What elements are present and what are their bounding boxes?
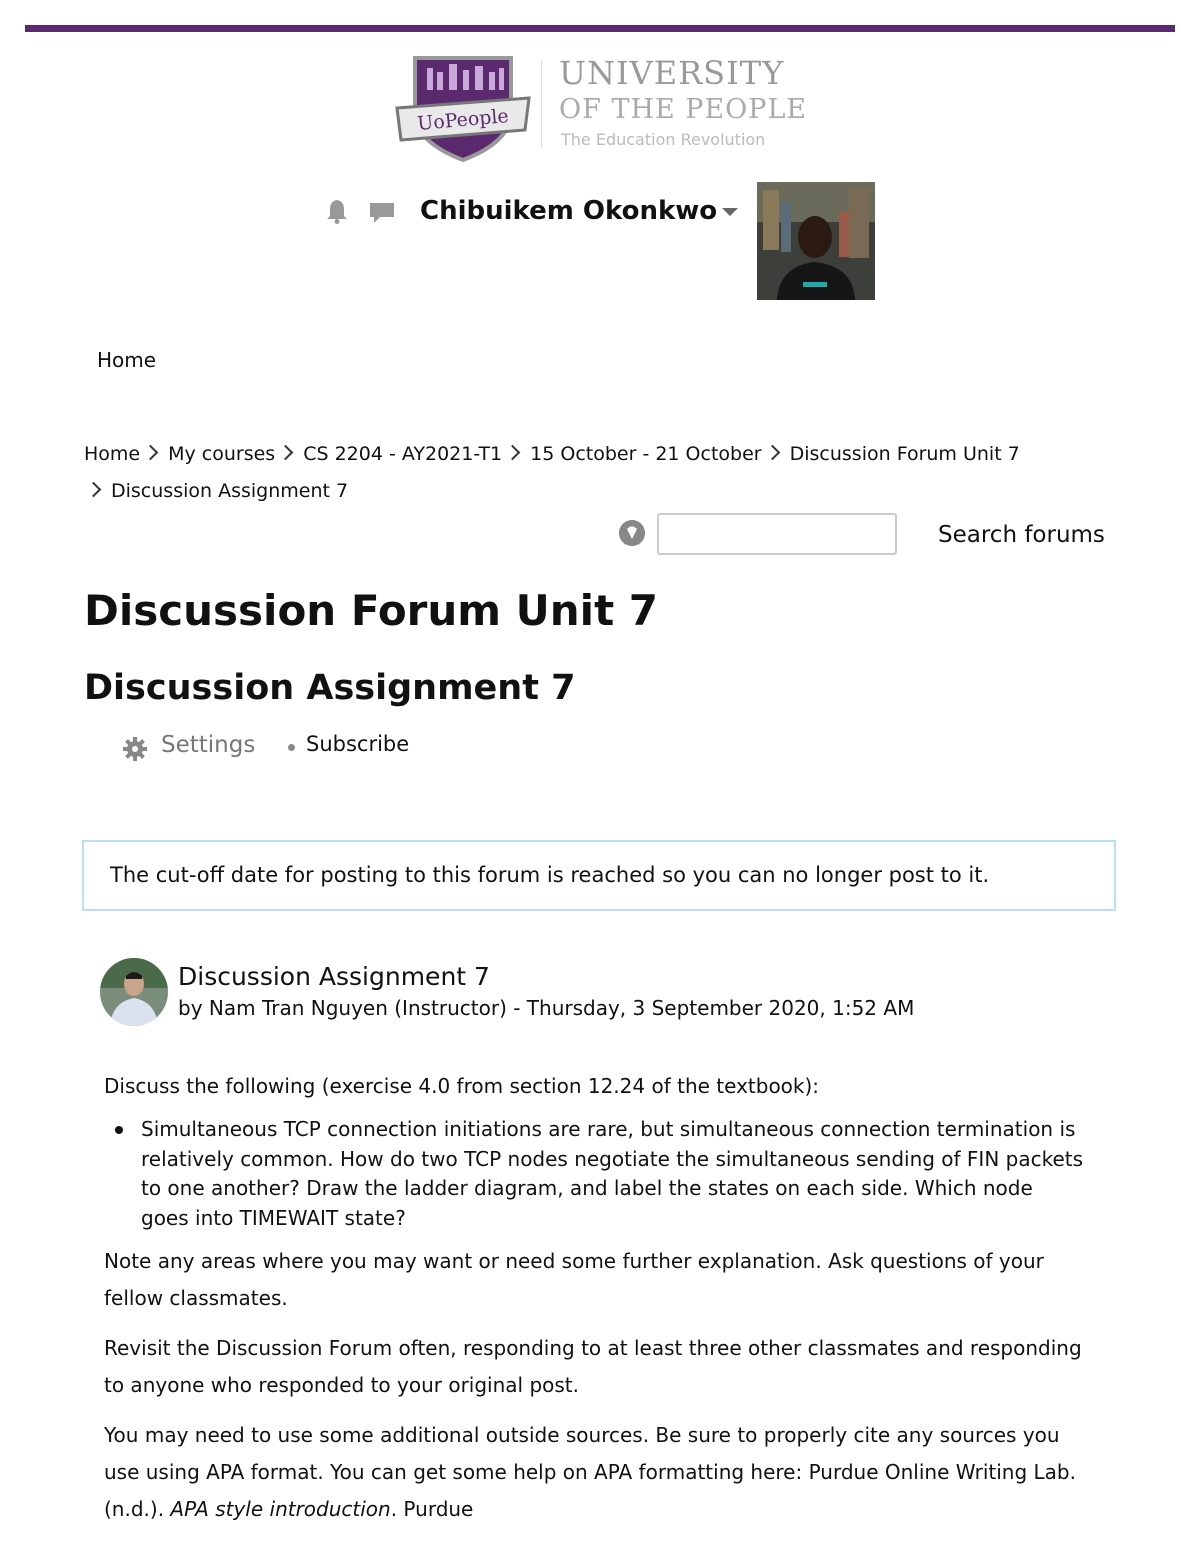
- nav-home-link[interactable]: Home: [97, 348, 157, 372]
- university-logo[interactable]: [393, 50, 813, 162]
- apa-style-title: APA style introduction: [170, 1497, 391, 1521]
- breadcrumb-home[interactable]: Home: [84, 443, 141, 465]
- breadcrumb: [84, 436, 1134, 510]
- post-byline: by Nam Tran Nguyen (Instructor) - Thursday, 3 September 2020, 1:52 AM: [178, 996, 915, 1020]
- breadcrumb-week[interactable]: 15 October - 21 October: [530, 443, 762, 465]
- bullet-icon: [115, 1126, 123, 1134]
- bell-icon[interactable]: [324, 198, 350, 224]
- uopeople-shield-logo: [393, 50, 533, 162]
- logo-badge-text: UoPeople: [416, 105, 510, 135]
- help-icon[interactable]: [619, 520, 645, 546]
- post-subject: Discussion Assignment 7: [178, 962, 490, 991]
- chevron-right-icon: [86, 482, 102, 498]
- breadcrumb-course[interactable]: CS 2204 - AY2021-T1: [303, 443, 503, 465]
- discussion-title: Discussion Assignment 7: [84, 668, 576, 708]
- logo-line-of-the-people: OF THE PEOPLE: [559, 94, 808, 125]
- user-navigation: [320, 180, 880, 300]
- search-forums-label[interactable]: Search forums: [938, 522, 1105, 548]
- breadcrumb-discussion[interactable]: Discussion Assignment 7: [111, 480, 349, 502]
- cutoff-notice-text: The cut-off date for posting to this forum is reached so you can no longer post to it.: [110, 863, 990, 887]
- post-paragraph-2: Revisit the Discussion Forum often, responding to at least three other classmates and responding to anyone who responded to your original post.: [104, 1336, 1082, 1397]
- breadcrumb-my-courses[interactable]: My courses: [168, 443, 276, 465]
- bullet-icon: [288, 744, 295, 751]
- post-paragraph-3-text: You may need to use some additional outside sources. Be sure to properly cite any sources you use using APA format. You can get some help on APA formatting here: Purdue Online Writing Lab. (n.d.).: [104, 1423, 1076, 1521]
- caret-down-icon[interactable]: [722, 208, 738, 216]
- logo-tagline: The Education Revolution: [561, 130, 766, 149]
- post-paragraph-3-tail: . Purdue: [390, 1497, 474, 1521]
- gear-icon: [122, 736, 148, 762]
- settings-label: Settings: [161, 732, 256, 758]
- logo-divider: [541, 60, 542, 148]
- search-forums-input[interactable]: [657, 513, 897, 555]
- post-bullet-text: Simultaneous TCP connection initiations are rare, but simultaneous connection termination is relatively common. How do two TCP nodes negotiate the simultaneous sending of FIN packets to one another? Draw the ladder diagram, and label the states on each side. Which node goes into TIMEWAIT state?: [141, 1117, 1084, 1230]
- logo-line-university: UNIVERSITY: [559, 54, 785, 92]
- chevron-right-icon: [505, 445, 521, 461]
- chevron-right-icon: [764, 445, 780, 461]
- author-avatar[interactable]: [100, 958, 168, 1026]
- post-intro: Discuss the following (exercise 4.0 from section 12.24 of the textbook):: [104, 1074, 820, 1098]
- chevron-right-icon: [278, 445, 294, 461]
- post-paragraph-3: [104, 1417, 1084, 1528]
- user-name[interactable]: Chibuikem Okonkwo: [420, 196, 718, 226]
- user-avatar[interactable]: [757, 182, 875, 300]
- page-title: Discussion Forum Unit 7: [84, 586, 658, 635]
- cutoff-notice: [82, 840, 1116, 911]
- breadcrumb-forum[interactable]: Discussion Forum Unit 7: [789, 443, 1020, 465]
- post-body: [104, 1068, 1084, 1528]
- post-paragraph-1: Note any areas where you may want or need some further explanation. Ask questions of your fellow classmates.: [104, 1249, 1044, 1310]
- brand-top-bar: [25, 25, 1175, 32]
- subscribe-label: Subscribe: [306, 732, 410, 756]
- post-bullet-list: [104, 1115, 1084, 1233]
- list-item: [141, 1115, 1084, 1233]
- chat-icon[interactable]: [368, 200, 396, 226]
- chevron-right-icon: [143, 445, 159, 461]
